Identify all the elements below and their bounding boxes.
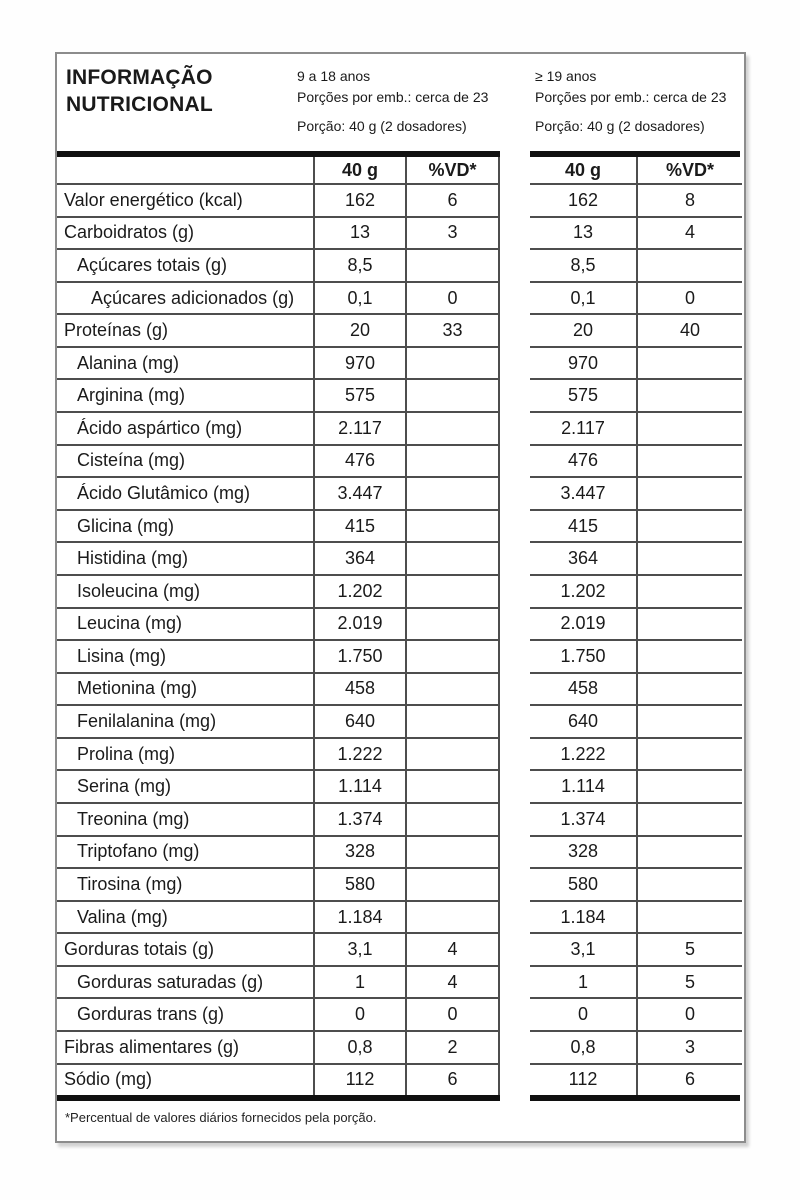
row-amount-19plus: 1 (530, 967, 638, 998)
row-vd-19plus (638, 837, 742, 868)
row-amount-19plus: 20 (530, 315, 638, 346)
row-amount-9-18: 2.117 (315, 413, 407, 444)
column-gap (500, 315, 530, 348)
column-header-label-spacer (57, 157, 315, 183)
portion-size-9-18: Porção: 40 g (2 dosadores) (297, 118, 467, 134)
column-gap (500, 576, 530, 609)
row-right-section (530, 478, 742, 511)
column-gap (500, 1065, 530, 1096)
row-vd-19plus (638, 348, 742, 379)
column-header-amount-9-18: 40 g (315, 157, 407, 183)
row-amount-9-18: 2.019 (315, 609, 407, 640)
row-vd-9-18 (407, 380, 500, 411)
row-label: Treonina (mg) (57, 804, 315, 835)
row-vd-19plus: 5 (684, 939, 695, 960)
row-vd-9-18 (407, 250, 500, 281)
row-amount-19plus: 970 (530, 348, 638, 379)
row-label: Alanina (mg) (57, 348, 315, 379)
table-row (57, 283, 744, 316)
table-row (57, 348, 744, 381)
row-amount-9-18: 415 (315, 511, 407, 542)
row-vd-9-18 (407, 511, 500, 542)
row-label: Sódio (mg) (57, 1065, 315, 1096)
row-right-section (530, 576, 742, 609)
row-label: Serina (mg) (57, 771, 315, 802)
row-vd-19plus (638, 446, 742, 477)
row-right-section (530, 511, 742, 544)
group-info-19plus (535, 66, 726, 137)
table-row (57, 250, 744, 283)
group-info-9-18 (297, 66, 488, 137)
row-label: Valor energético (kcal) (57, 185, 315, 216)
row-vd-9-18 (407, 902, 500, 933)
row-label: Lisina (mg) (57, 641, 315, 672)
row-vd-19plus: 0 (684, 1004, 695, 1025)
panel-title (66, 64, 213, 118)
servings-per-pack-19plus: Porções por emb.: cerca de 23 (535, 89, 727, 105)
column-header-vd-9-18: %VD* (407, 157, 500, 183)
row-vd-19plus (638, 869, 742, 900)
row-amount-9-18: 458 (315, 674, 407, 705)
row-vd-9-18 (407, 609, 500, 640)
row-label: Ácido aspártico (mg) (57, 413, 315, 444)
row-vd-9-18 (407, 478, 500, 509)
row-vd-9-18: 33 (407, 315, 500, 346)
servings-per-pack-9-18: Porções por emb.: cerca de 23 (297, 89, 489, 105)
row-right-section (530, 674, 742, 707)
row-vd-9-18: 6 (407, 1065, 500, 1096)
row-right-section (530, 218, 742, 251)
row-amount-19plus: 476 (530, 446, 638, 477)
row-vd-9-18 (407, 771, 500, 802)
table-row (57, 413, 744, 446)
row-vd-19plus: 8 (684, 189, 695, 210)
title-line-1: INFORMAÇÃO (66, 66, 213, 89)
row-amount-19plus: 162 (530, 185, 638, 216)
row-left-section (57, 478, 500, 511)
age-range-19plus: ≥ 19 anos (535, 68, 597, 84)
row-vd-19plus: 0 (684, 287, 695, 308)
row-vd-19plus (638, 250, 742, 281)
row-right-section (530, 706, 742, 739)
row-vd-19plus (638, 641, 742, 672)
row-left-section (57, 413, 500, 446)
row-left-section (57, 804, 500, 837)
table-row (57, 1065, 744, 1096)
row-left-section (57, 739, 500, 772)
column-gap (500, 804, 530, 837)
row-left-section (57, 576, 500, 609)
row-vd-9-18 (407, 869, 500, 900)
column-gap (500, 1032, 530, 1065)
row-amount-9-18: 1.222 (315, 739, 407, 770)
row-vd-9-18 (407, 837, 500, 868)
row-amount-19plus: 458 (530, 674, 638, 705)
row-vd-19plus (638, 380, 742, 411)
row-amount-9-18: 1.184 (315, 902, 407, 933)
row-left-section (57, 902, 500, 935)
row-vd-19plus (638, 576, 742, 607)
row-amount-19plus: 8,5 (530, 250, 638, 281)
row-vd-19plus (638, 609, 742, 640)
row-amount-9-18: 1.750 (315, 641, 407, 672)
column-gap (500, 739, 530, 772)
table-row (57, 185, 744, 218)
table-row (57, 706, 744, 739)
row-label: Isoleucina (mg) (57, 576, 315, 607)
row-amount-9-18: 13 (315, 218, 407, 249)
row-amount-9-18: 1.202 (315, 576, 407, 607)
row-amount-19plus: 3,1 (530, 934, 638, 965)
row-label: Gorduras saturadas (g) (57, 967, 315, 998)
table-row (57, 609, 744, 642)
row-right-section (530, 250, 742, 283)
row-label: Prolina (mg) (57, 739, 315, 770)
row-vd-19plus (638, 674, 742, 705)
row-amount-19plus: 0,8 (530, 1032, 638, 1063)
row-vd-19plus (638, 511, 742, 542)
column-gap (500, 446, 530, 479)
row-vd-19plus (638, 771, 742, 802)
table-row (57, 771, 744, 804)
row-right-section (530, 934, 742, 967)
row-label: Cisteína (mg) (57, 446, 315, 477)
row-amount-9-18: 112 (315, 1065, 407, 1096)
row-vd-19plus: 5 (684, 971, 695, 992)
row-left-section (57, 609, 500, 642)
row-left-section (57, 967, 500, 1000)
column-header-row (57, 157, 744, 185)
row-left-section (57, 934, 500, 967)
table-row (57, 1032, 744, 1065)
row-amount-19plus: 2.019 (530, 609, 638, 640)
row-amount-9-18: 0,8 (315, 1032, 407, 1063)
nutrient-rows (57, 185, 744, 1095)
table-row (57, 511, 744, 544)
row-right-section (530, 1065, 742, 1096)
row-right-section (530, 380, 742, 413)
row-amount-9-18: 640 (315, 706, 407, 737)
row-left-section (57, 348, 500, 381)
column-gap (500, 869, 530, 902)
column-gap (500, 934, 530, 967)
row-amount-9-18: 3.447 (315, 478, 407, 509)
column-gap (500, 902, 530, 935)
row-vd-9-18 (407, 739, 500, 770)
row-vd-19plus (638, 804, 742, 835)
row-right-section (530, 837, 742, 870)
row-vd-9-18: 3 (407, 218, 500, 249)
row-amount-19plus: 580 (530, 869, 638, 900)
nutrition-facts-panel (55, 52, 746, 1143)
column-gap (500, 674, 530, 707)
row-left-section (57, 641, 500, 674)
row-amount-9-18: 20 (315, 315, 407, 346)
row-right-section (530, 609, 742, 642)
row-right-section (530, 315, 742, 348)
row-vd-19plus (638, 902, 742, 933)
row-right-section (530, 283, 742, 316)
row-vd-19plus: 40 (679, 320, 701, 341)
table-row (57, 739, 744, 772)
column-gap (500, 250, 530, 283)
column-gap (500, 999, 530, 1032)
row-label: Tirosina (mg) (57, 869, 315, 900)
row-right-section (530, 804, 742, 837)
column-gap (500, 543, 530, 576)
table-row (57, 999, 744, 1032)
row-right-section (530, 902, 742, 935)
row-amount-9-18: 1 (315, 967, 407, 998)
row-left-section (57, 706, 500, 739)
row-vd-9-18 (407, 576, 500, 607)
row-amount-9-18: 8,5 (315, 250, 407, 281)
row-vd-19plus: 3 (684, 1036, 695, 1057)
table-row (57, 543, 744, 576)
row-right-section (530, 348, 742, 381)
row-right-section (530, 641, 742, 674)
row-left-section (57, 674, 500, 707)
row-right-section (530, 1032, 742, 1065)
row-amount-9-18: 1.114 (315, 771, 407, 802)
row-left-section (57, 1065, 500, 1096)
table-row (57, 804, 744, 837)
column-gap (500, 283, 530, 316)
column-gap (500, 218, 530, 251)
row-label: Valina (mg) (57, 902, 315, 933)
row-vd-19plus (638, 706, 742, 737)
row-amount-19plus: 415 (530, 511, 638, 542)
table-row (57, 380, 744, 413)
portion-size-19plus: Porção: 40 g (2 dosadores) (535, 118, 705, 134)
table-row (57, 315, 744, 348)
row-vd-19plus (638, 413, 742, 444)
row-left-section (57, 1032, 500, 1065)
row-vd-9-18 (407, 446, 500, 477)
age-range-9-18: 9 a 18 anos (297, 68, 371, 84)
row-vd-19plus (638, 478, 742, 509)
column-header-amount-19plus: 40 g (530, 157, 638, 183)
row-label: Triptofano (mg) (57, 837, 315, 868)
row-label: Leucina (mg) (57, 609, 315, 640)
row-vd-9-18 (407, 706, 500, 737)
table-row (57, 837, 744, 870)
row-amount-19plus: 0 (530, 999, 638, 1030)
table-row (57, 967, 744, 1000)
row-label: Açúcares totais (g) (57, 250, 315, 281)
column-gap (500, 641, 530, 674)
row-amount-19plus: 2.117 (530, 413, 638, 444)
row-vd-19plus (638, 543, 742, 574)
row-left-section (57, 283, 500, 316)
row-vd-9-18: 4 (407, 934, 500, 965)
row-label: Glicina (mg) (57, 511, 315, 542)
row-amount-9-18: 3,1 (315, 934, 407, 965)
row-right-section (530, 869, 742, 902)
row-vd-9-18 (407, 348, 500, 379)
row-label: Açúcares adicionados (g) (57, 283, 315, 314)
row-amount-9-18: 476 (315, 446, 407, 477)
table-row (57, 902, 744, 935)
column-gap (500, 771, 530, 804)
row-label: Gorduras trans (g) (57, 999, 315, 1030)
footnote: *Percentual de valores diários fornecidos pela porção. (65, 1110, 377, 1125)
row-label: Arginina (mg) (57, 380, 315, 411)
row-vd-9-18: 2 (407, 1032, 500, 1063)
row-amount-19plus: 1.374 (530, 804, 638, 835)
row-label: Histidina (mg) (57, 543, 315, 574)
column-gap (500, 380, 530, 413)
row-amount-9-18: 580 (315, 869, 407, 900)
row-left-section (57, 999, 500, 1032)
row-left-section (57, 511, 500, 544)
row-amount-9-18: 575 (315, 380, 407, 411)
column-header-right-section (530, 157, 742, 185)
row-amount-9-18: 328 (315, 837, 407, 868)
row-label: Metionina (mg) (57, 674, 315, 705)
column-gap (500, 348, 530, 381)
column-gap (500, 185, 530, 218)
row-amount-19plus: 1.750 (530, 641, 638, 672)
row-vd-19plus: 4 (684, 222, 695, 243)
row-amount-19plus: 364 (530, 543, 638, 574)
row-amount-19plus: 640 (530, 706, 638, 737)
row-vd-19plus (638, 739, 742, 770)
column-gap (500, 837, 530, 870)
panel-header (57, 54, 744, 151)
column-header-vd-19plus: %VD* (665, 159, 714, 180)
row-amount-19plus: 0,1 (530, 283, 638, 314)
row-amount-19plus: 328 (530, 837, 638, 868)
row-label: Gorduras totais (g) (57, 934, 315, 965)
row-left-section (57, 837, 500, 870)
row-label: Carboidratos (g) (57, 218, 315, 249)
table-row (57, 478, 744, 511)
row-right-section (530, 185, 742, 218)
row-label: Fibras alimentares (g) (57, 1032, 315, 1063)
row-vd-9-18: 4 (407, 967, 500, 998)
row-vd-9-18 (407, 413, 500, 444)
row-amount-19plus: 112 (530, 1065, 638, 1096)
row-vd-9-18 (407, 804, 500, 835)
row-left-section (57, 446, 500, 479)
row-label: Fenilalanina (mg) (57, 706, 315, 737)
column-gap (500, 478, 530, 511)
row-right-section (530, 771, 742, 804)
title-line-2: NUTRICIONAL (66, 93, 213, 116)
row-amount-9-18: 162 (315, 185, 407, 216)
row-vd-9-18 (407, 674, 500, 705)
table-row (57, 576, 744, 609)
row-left-section (57, 380, 500, 413)
row-vd-9-18: 6 (407, 185, 500, 216)
table-row (57, 674, 744, 707)
row-label: Ácido Glutâmico (mg) (57, 478, 315, 509)
row-left-section (57, 869, 500, 902)
row-right-section (530, 967, 742, 1000)
table-row (57, 218, 744, 251)
row-amount-9-18: 1.374 (315, 804, 407, 835)
row-amount-19plus: 575 (530, 380, 638, 411)
row-vd-9-18: 0 (407, 999, 500, 1030)
row-amount-19plus: 3.447 (530, 478, 638, 509)
column-header-left-section (57, 157, 500, 185)
column-gap (500, 511, 530, 544)
table-row (57, 934, 744, 967)
row-amount-19plus: 1.222 (530, 739, 638, 770)
row-amount-9-18: 0 (315, 999, 407, 1030)
row-left-section (57, 543, 500, 576)
row-left-section (57, 315, 500, 348)
row-amount-19plus: 1.202 (530, 576, 638, 607)
column-gap (500, 967, 530, 1000)
row-left-section (57, 185, 500, 218)
row-right-section (530, 446, 742, 479)
row-right-section (530, 999, 742, 1032)
row-label: Proteínas (g) (57, 315, 315, 346)
column-gap (500, 706, 530, 739)
table-row (57, 869, 744, 902)
row-amount-19plus: 1.114 (530, 771, 638, 802)
row-amount-9-18: 970 (315, 348, 407, 379)
column-gap (500, 609, 530, 642)
row-amount-19plus: 1.184 (530, 902, 638, 933)
row-left-section (57, 250, 500, 283)
table-row (57, 641, 744, 674)
row-right-section (530, 739, 742, 772)
row-amount-19plus: 13 (530, 218, 638, 249)
row-vd-9-18 (407, 641, 500, 672)
column-gap (500, 413, 530, 446)
row-vd-9-18: 0 (407, 283, 500, 314)
row-right-section (530, 543, 742, 576)
row-left-section (57, 218, 500, 251)
row-left-section (57, 771, 500, 804)
column-gap (500, 157, 530, 185)
row-amount-9-18: 364 (315, 543, 407, 574)
table-row (57, 446, 744, 479)
row-right-section (530, 413, 742, 446)
row-vd-19plus: 6 (684, 1069, 695, 1090)
row-amount-9-18: 0,1 (315, 283, 407, 314)
row-vd-9-18 (407, 543, 500, 574)
